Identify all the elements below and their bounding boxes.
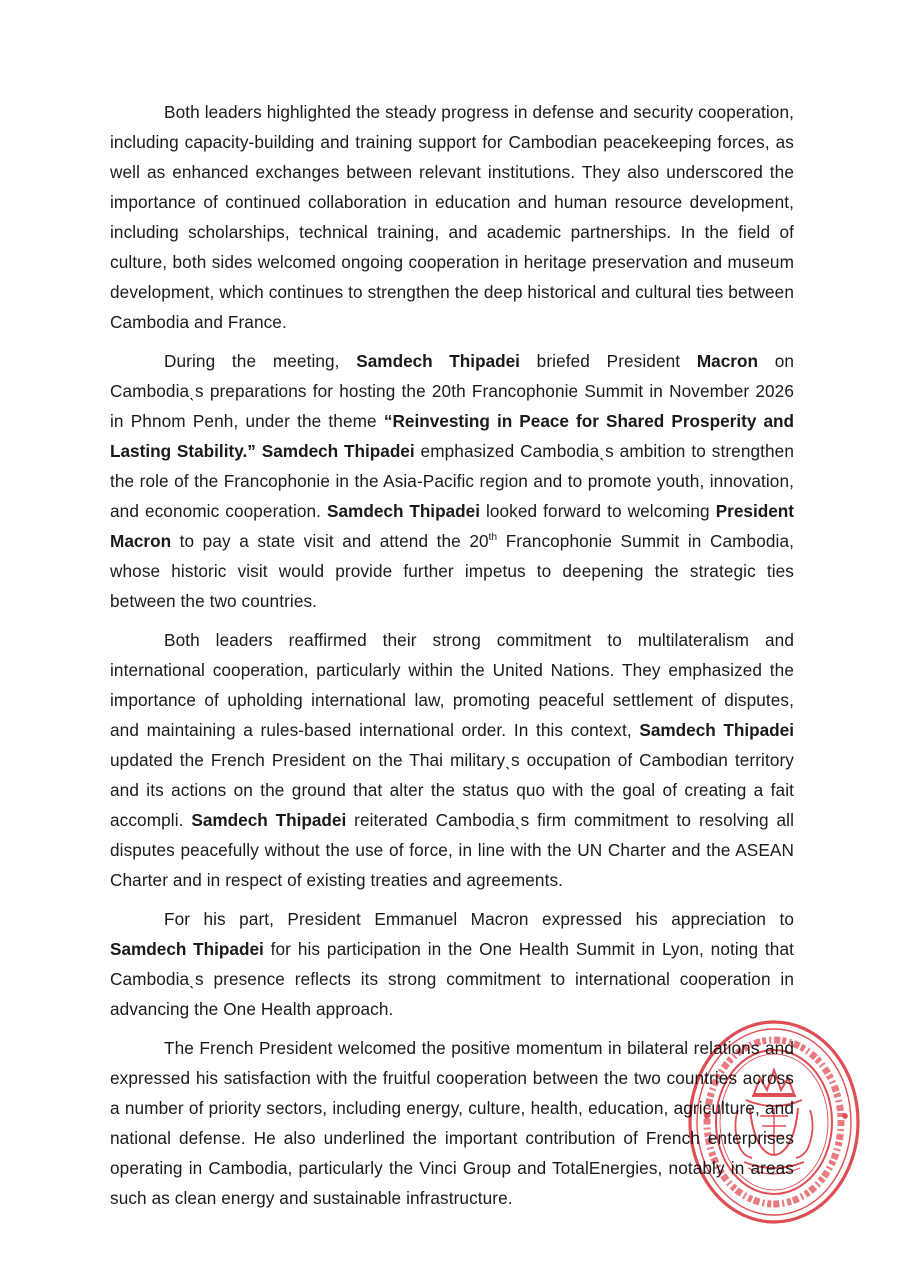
official-seal-icon bbox=[682, 1016, 862, 1228]
bold-text-segment: Macron bbox=[696, 351, 758, 371]
bold-text-segment: Samdech Thipadei bbox=[327, 501, 480, 521]
bold-text-segment: Samdech Thipadei bbox=[356, 351, 520, 371]
text-segment: The French President welcomed the positive momentum in bilateral relations and expressed his satisfaction with the fruitful cooperation between the two countries across a number of priority sectors, including energy, culture, health, education, agriculture, and national defense. He also underlined the important contribution of French enterprises operating in Cambodia, particularly the Vinci Group and TotalEnergies, notably in areas such as clean energy and sustainable infrastructure. bbox=[110, 1038, 794, 1208]
text-segment: for his participation in the One Health Summit in Lyon, noting that Cambodiaˎs presence reflects its strong commitment to international cooperation in advancing the One Health approach. bbox=[110, 939, 795, 1019]
text-segment: to pay a state visit and attend the 20 bbox=[171, 531, 489, 551]
bold-text-segment: President Macron bbox=[110, 501, 795, 551]
text-segment: on Cambodiaˎs preparations for hosting the 20th Francophonie Summit in November 2026 in Phnom Penh, under the theme bbox=[110, 351, 795, 431]
text-segment: For his part, President Emmanuel Macron expressed his appreciation to bbox=[164, 909, 794, 929]
paragraph-multilateralism bbox=[110, 625, 794, 895]
text-segment: reiterated Cambodiaˎs firm commitment to resolving all disputes peacefully without the use of force, in line with the UN Charter and the ASEAN Charter and in respect of existing treaties and agreements. bbox=[110, 810, 794, 890]
paragraph-defense-education-culture bbox=[110, 97, 794, 337]
text-segment: Both leaders reaffirmed their strong commitment to multilateralism and international cooperation, particularly within the United Nations. They emphasized the importance of upholding international law, promoting peaceful settlement of disputes, and maintaining a rules-based international order. In this context, bbox=[110, 630, 794, 740]
bold-text-segment: Samdech Thipadei bbox=[261, 441, 415, 461]
superscript-text: th bbox=[488, 532, 498, 543]
text-segment: looked forward to welcoming bbox=[479, 501, 716, 521]
bold-text-segment: Samdech Thipadei bbox=[191, 810, 347, 830]
bold-text-segment: Samdech Thipadei bbox=[639, 720, 794, 740]
text-segment: briefed President bbox=[519, 351, 697, 371]
bold-text-segment: Samdech Thipadei bbox=[110, 939, 264, 959]
text-segment: emphasized Cambodiaˎs ambition to strengthen the role of the Francophonie in the Asia-Pacific region and to promote youth, innovation, and economic cooperation. bbox=[110, 441, 794, 521]
text-segment: Francophonie Summit in Cambodia, whose historic visit would provide further impetus to deepening the strategic ties between the two countries. bbox=[110, 531, 794, 611]
bold-text-segment: “Reinvesting in Peace for Shared Prosperity and Lasting Stability.” bbox=[110, 411, 795, 461]
paragraph-one-health bbox=[110, 904, 794, 1024]
text-segment: Both leaders highlighted the steady progress in defense and security cooperation, including capacity-building and training support for Cambodian peacekeeping forces, as well as enhanced exchanges between relevant institutions. They also underscored the importance of continued collaboration in education and human resource development, including scholarships, technical training, and academic partnerships. In the field of culture, both sides welcomed ongoing cooperation in heritage preservation and museum development, which continues to strengthen the deep historical and cultural ties between Cambodia and France. bbox=[110, 102, 794, 332]
text-segment: updated the French President on the Thai militaryˎs occupation of Cambodian territory and its actions on the ground that alter the status quo with the goal of creating a fait accompli. bbox=[110, 750, 794, 830]
paragraph-francophonie-summit bbox=[110, 346, 794, 616]
text-segment: During the meeting, bbox=[164, 351, 357, 371]
